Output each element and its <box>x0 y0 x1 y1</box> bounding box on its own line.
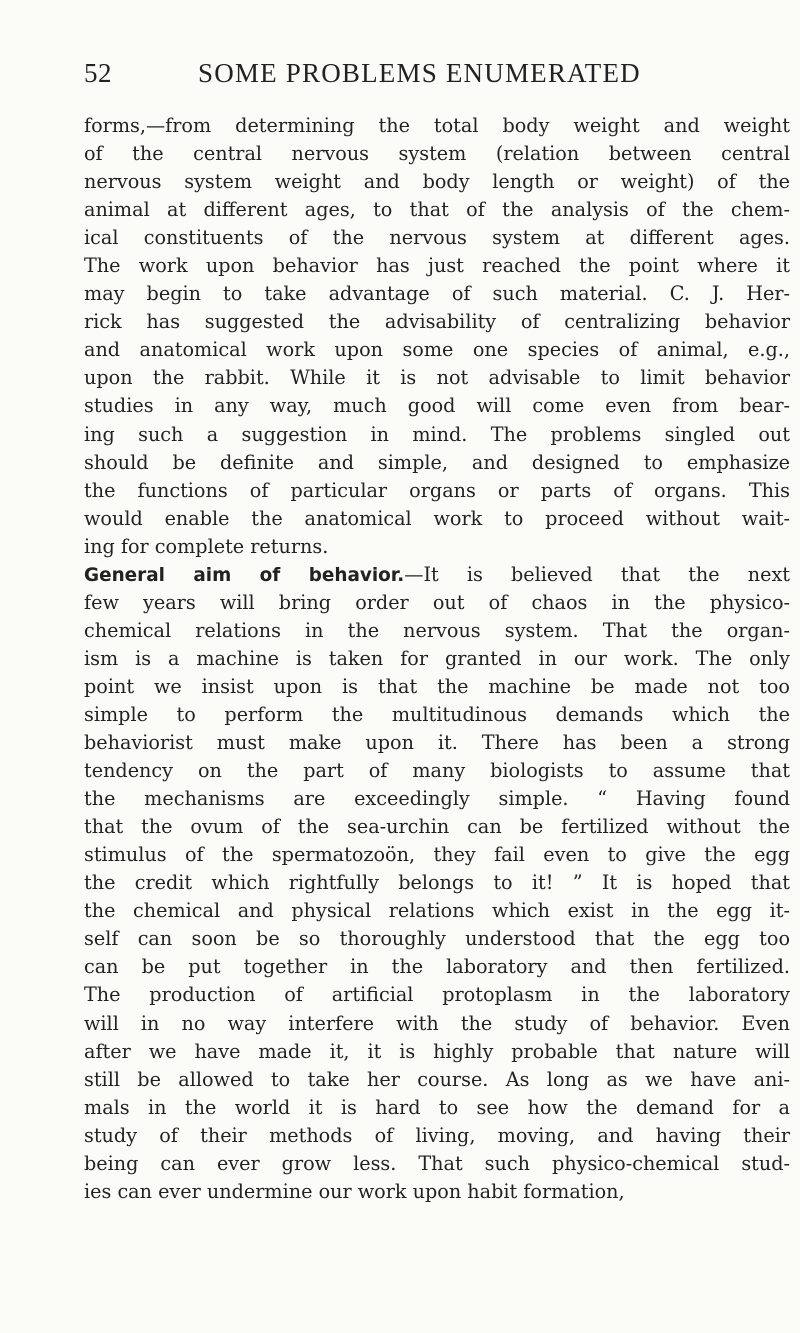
text-line: rick has suggested the advisability of centralizing behavior <box>84 310 790 334</box>
text-line: few years will bring order out of chaos in the physico- <box>84 590 790 614</box>
text-line: simple to perform the multitudinous demands which the <box>84 702 790 726</box>
text-line: The production of artificial protoplasm in the laboratory <box>84 983 790 1007</box>
heading-line <box>84 561 790 589</box>
text-line: may begin to take advantage of such material. C. J. Her- <box>84 282 790 306</box>
page-number: 52 <box>84 58 112 88</box>
text-line: the credit which rightfully belongs to it! ” It is hoped that <box>84 871 790 895</box>
text-line: forms,—from determining the total body weight and weight <box>84 114 790 137</box>
section-heading: General aim of behavior. <box>84 564 405 586</box>
text-line: behaviorist must make upon it. There has been a strong <box>84 731 790 755</box>
heading-line-text: —It is believed that the next <box>404 562 791 586</box>
text-line: still be allowed to take her course. As long as we have ani- <box>84 1067 790 1091</box>
text-line: The work upon behavior has just reached the point where it <box>84 254 790 278</box>
text-line: ies can ever undermine our work upon habit formation, <box>84 1179 625 1203</box>
text-line: point we insist upon is that the machine be made not too <box>84 674 790 698</box>
text-line: ing such a suggestion in mind. The problems singled out <box>84 422 790 446</box>
text-line: tendency on the part of many biologists to assume that <box>84 759 790 783</box>
text-line: the functions of particular organs or parts of organs. This <box>84 478 790 502</box>
text-line: animal at different ages, to that of the analysis of the chem- <box>84 198 790 222</box>
text-line: ism is a machine is taken for granted in our work. The only <box>84 646 790 670</box>
text-line: and anatomical work upon some one species of animal, e.g., <box>84 338 790 362</box>
text-line: chemical relations in the nervous system. That the organ- <box>84 618 790 642</box>
page-header <box>84 58 786 94</box>
text-line: that the ovum of the sea-urchin can be fertilized without the <box>84 815 790 839</box>
text-line: stimulus of the spermatozoön, they fail even to give the egg <box>84 843 790 867</box>
text-line: studies in any way, much good will come even from bear- <box>84 394 790 418</box>
body-text <box>84 112 790 1206</box>
text-line: after we have made it, it is highly probable that nature will <box>84 1039 790 1063</box>
text-line: the chemical and physical relations which exist in the egg it- <box>84 899 790 923</box>
text-line: nervous system weight and body length or weight) of the <box>84 170 790 194</box>
text-line: mals in the world it is hard to see how the demand for a <box>84 1095 790 1119</box>
text-line: of the central nervous system (relation between central <box>84 142 790 166</box>
text-line: ing for complete returns. <box>84 534 329 558</box>
text-line: upon the rabbit. While it is not advisable to limit behavior <box>84 366 790 390</box>
text-line: being can ever grow less. That such physico-chemical stud- <box>84 1151 790 1175</box>
text-line: would enable the anatomical work to proceed without wait- <box>84 506 790 530</box>
text-line: the mechanisms are exceedingly simple. “ Having found <box>84 787 790 811</box>
text-line: will in no way interfere with the study of behavior. Even <box>84 1011 790 1035</box>
text-line: ical constituents of the nervous system at different ages. <box>84 226 790 250</box>
running-head: SOME PROBLEMS ENUMERATED <box>198 58 641 88</box>
text-line: should be definite and simple, and designed to emphasize <box>84 450 790 474</box>
text-line: can be put together in the laboratory and then fertilized. <box>84 955 790 979</box>
text-line: study of their methods of living, moving, and having their <box>84 1123 790 1147</box>
text-line: self can soon be so thoroughly understood that the egg too <box>84 927 790 951</box>
